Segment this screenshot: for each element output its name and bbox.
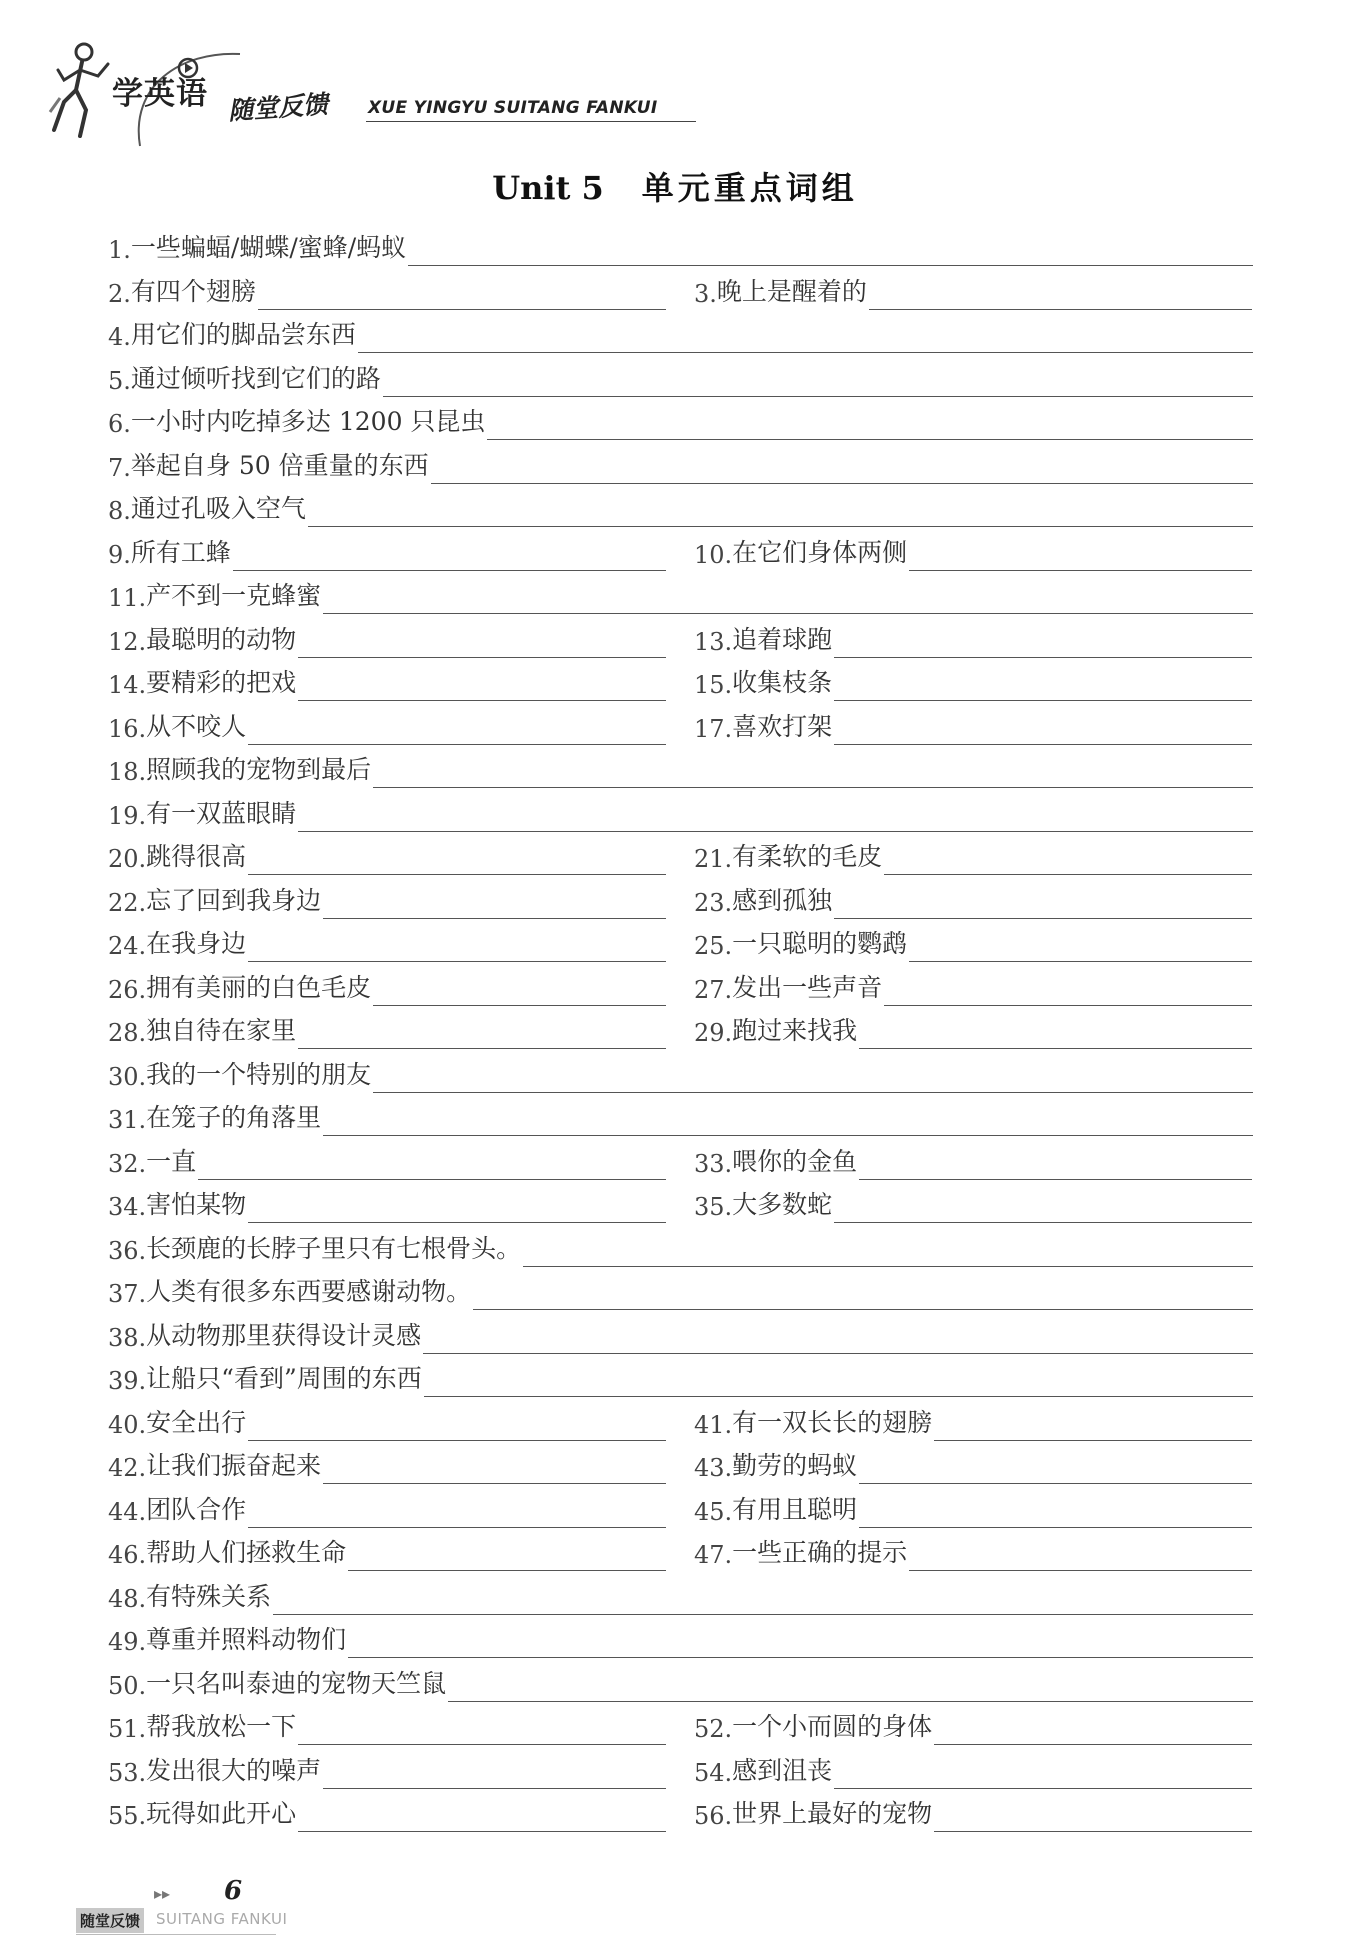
- phrase-row: [0, 1318, 1350, 1362]
- phrase-item: [694, 1187, 1252, 1223]
- answer-blank[interactable]: [859, 1149, 1252, 1180]
- phrase-row: [0, 1057, 1350, 1101]
- phrase-text: 发出一些声音: [732, 972, 883, 1002]
- phrase-text: 人类有很多东西要感谢动物。: [146, 1277, 472, 1306]
- phrase-item: [108, 535, 666, 571]
- answer-blank[interactable]: [248, 844, 666, 875]
- answer-blank[interactable]: [373, 975, 666, 1006]
- phrase-item: [694, 274, 1252, 310]
- phrase-text: 害怕某物: [146, 1190, 247, 1219]
- phrase-number: 44.: [108, 1497, 147, 1526]
- phrase-row: [0, 752, 1350, 796]
- phrase-item: [108, 1622, 1253, 1658]
- phrase-number: 5.: [108, 366, 131, 395]
- answer-blank[interactable]: [298, 670, 666, 701]
- phrase-text: 追着球跑: [732, 624, 833, 654]
- page-title: [0, 163, 1350, 209]
- phrase-text: 忘了回到我身边: [146, 885, 322, 915]
- phrase-number: 27.: [694, 975, 733, 1004]
- phrase-item: [694, 1448, 1252, 1484]
- phrase-row: [0, 926, 1350, 970]
- phrase-text: 长颈鹿的长脖子里只有七根骨头。: [146, 1233, 522, 1263]
- phrase-row: [0, 274, 1350, 318]
- answer-blank[interactable]: [448, 1671, 1253, 1702]
- phrase-row: [0, 883, 1350, 927]
- phrase-number: 26.: [108, 975, 147, 1004]
- phrase-item: [108, 926, 666, 962]
- answer-blank[interactable]: [308, 496, 1253, 527]
- phrase-item: [694, 665, 1252, 701]
- phrase-text: 收集枝条: [732, 668, 833, 697]
- phrase-text: 从动物那里获得设计灵感: [146, 1320, 422, 1350]
- phrase-number: 15.: [694, 671, 733, 699]
- answer-blank[interactable]: [909, 540, 1252, 571]
- answer-blank[interactable]: [373, 757, 1253, 788]
- phrase-row: [0, 1666, 1350, 1710]
- phrase-text: 勤劳的蚂蚁: [732, 1451, 858, 1480]
- answer-blank[interactable]: [523, 1236, 1253, 1267]
- phrase-item: [694, 1405, 1252, 1441]
- phrase-text: 在我身边: [146, 929, 247, 958]
- answer-blank[interactable]: [298, 801, 1253, 832]
- phrase-row: [0, 709, 1350, 753]
- phrase-number: 35.: [694, 1193, 733, 1221]
- phrase-item: [108, 1100, 1253, 1136]
- phrase-number: 21.: [694, 845, 733, 873]
- phrase-item: [108, 1666, 1253, 1702]
- phrase-number: 12.: [108, 627, 147, 656]
- phrase-row: [0, 1622, 1350, 1666]
- phrase-text: 让我们振奋起来: [146, 1451, 322, 1480]
- phrase-number: 14.: [108, 671, 147, 699]
- phrase-number: 37.: [108, 1280, 147, 1308]
- page-footer: [76, 1876, 376, 1936]
- phrase-text: 大多数蛇: [732, 1190, 833, 1219]
- phrase-item: [108, 839, 666, 875]
- answer-blank[interactable]: [233, 540, 666, 571]
- phrase-item: [108, 1448, 666, 1484]
- answer-blank[interactable]: [298, 1801, 666, 1832]
- phrase-text: 一只名叫泰迪的宠物天竺鼠: [146, 1668, 447, 1698]
- answer-blank[interactable]: [258, 279, 666, 310]
- phrase-item: [694, 839, 1252, 875]
- phrase-text: 举起自身 50 倍重量的东西: [130, 450, 429, 480]
- answer-blank[interactable]: [909, 1540, 1252, 1571]
- phrase-item: [694, 926, 1252, 962]
- phrase-item: [694, 1796, 1252, 1832]
- answer-blank[interactable]: [909, 931, 1252, 962]
- phrase-number: 22.: [108, 888, 147, 917]
- answer-blank[interactable]: [487, 409, 1253, 440]
- phrase-row: [0, 839, 1350, 883]
- phrase-item: [108, 1753, 666, 1789]
- answer-blank[interactable]: [248, 931, 666, 962]
- answer-blank[interactable]: [884, 975, 1252, 1006]
- phrase-text: 晚上是醒着的: [716, 276, 867, 306]
- phrase-number: 8.: [108, 497, 131, 525]
- phrase-item: [694, 883, 1252, 919]
- phrase-row: [0, 230, 1350, 274]
- phrase-number: 49.: [108, 1628, 147, 1656]
- phrase-number: 42.: [108, 1454, 147, 1482]
- phrase-number: 7.: [108, 453, 131, 482]
- answer-blank[interactable]: [834, 714, 1252, 745]
- phrase-text: 喜欢打架: [732, 711, 833, 741]
- phrase-number: 20.: [108, 845, 147, 873]
- phrase-text: 有四个翅膀: [130, 276, 256, 306]
- phrase-item: [108, 1579, 1253, 1615]
- phrase-item: [694, 535, 1252, 571]
- phrase-number: 40.: [108, 1410, 147, 1439]
- phrase-number: 3.: [694, 279, 717, 308]
- phrase-text: 喂你的金鱼: [732, 1146, 858, 1176]
- answer-blank[interactable]: [884, 844, 1252, 875]
- answer-blank[interactable]: [323, 1453, 666, 1484]
- phrase-text: 一只聪明的鹦鹉: [732, 929, 908, 958]
- phrase-text: 让船只“看到”周围的东西: [146, 1364, 422, 1393]
- phrase-number: 41.: [694, 1410, 733, 1439]
- answer-blank[interactable]: [834, 627, 1252, 658]
- phrase-item: [694, 1709, 1252, 1745]
- phrase-row: [0, 535, 1350, 579]
- answer-blank[interactable]: [859, 1018, 1252, 1049]
- phrase-number: 24.: [108, 932, 147, 960]
- answer-blank[interactable]: [869, 279, 1252, 310]
- answer-blank[interactable]: [323, 1758, 666, 1789]
- answer-blank[interactable]: [834, 888, 1252, 919]
- brand-title: 学英语: [112, 76, 208, 112]
- phrase-number: 51.: [108, 1715, 147, 1743]
- phrase-text: 通过孔吸入空气: [130, 494, 306, 523]
- phrase-item: [108, 578, 1253, 614]
- answer-blank[interactable]: [859, 1497, 1252, 1528]
- answer-blank[interactable]: [248, 1410, 666, 1441]
- phrase-number: 31.: [108, 1106, 147, 1134]
- phrase-text: 有用且聪明: [732, 1494, 858, 1524]
- arrow-right-icon: ▸▸: [154, 1884, 171, 1903]
- phrase-item: [694, 1753, 1252, 1789]
- phrase-text: 拥有美丽的白色毛皮: [146, 972, 372, 1002]
- phrase-number: 38.: [108, 1323, 147, 1352]
- phrase-row: [0, 665, 1350, 709]
- phrase-number: 2.: [108, 279, 131, 308]
- phrase-item: [108, 1492, 666, 1528]
- phrase-number: 45.: [694, 1497, 733, 1526]
- phrase-item: [108, 274, 666, 310]
- phrase-text: 在笼子的角落里: [146, 1103, 322, 1132]
- phrase-text: 跳得很高: [146, 842, 247, 871]
- phrase-text: 有一双长长的翅膀: [732, 1407, 933, 1437]
- phrase-text: 从不咬人: [146, 711, 247, 741]
- answer-blank[interactable]: [934, 1801, 1252, 1832]
- phrase-text: 照顾我的宠物到最后: [146, 755, 372, 784]
- phrase-text: 一些蝙蝠/蝴蝶/蜜蜂/蚂蚁: [130, 233, 407, 262]
- phrase-number: 50.: [108, 1671, 147, 1700]
- phrase-item: [694, 1492, 1252, 1528]
- page-header: [40, 28, 680, 138]
- phrase-number: 9.: [108, 540, 131, 569]
- phrase-text: 要精彩的把戏: [146, 668, 297, 697]
- phrase-item: [694, 1144, 1252, 1180]
- phrase-number: 43.: [694, 1454, 733, 1482]
- answer-blank[interactable]: [323, 583, 1253, 614]
- answer-blank[interactable]: [248, 714, 666, 745]
- answer-blank[interactable]: [273, 1584, 1253, 1615]
- phrase-item: [108, 317, 1253, 353]
- phrase-item: [694, 1013, 1252, 1049]
- phrase-text: 一些正确的提示: [732, 1538, 908, 1567]
- phrase-text: 发出很大的噪声: [146, 1755, 322, 1785]
- phrase-row: [0, 1100, 1350, 1144]
- phrase-number: 16.: [108, 714, 147, 743]
- phrase-text: 独自待在家里: [146, 1016, 297, 1045]
- phrase-number: 52.: [694, 1715, 733, 1743]
- phrase-number: 30.: [108, 1062, 147, 1091]
- phrase-item: [694, 709, 1252, 745]
- phrase-item: [108, 1535, 666, 1571]
- answer-blank[interactable]: [323, 1105, 1253, 1136]
- phrase-text: 有一双蓝眼睛: [146, 798, 297, 828]
- phrase-item: [108, 1187, 666, 1223]
- phrase-number: 23.: [694, 888, 733, 917]
- phrase-number: 13.: [694, 627, 733, 656]
- unit-heading: 单元重点词组: [641, 169, 858, 207]
- phrase-text: 玩得如此开心: [146, 1799, 297, 1828]
- phrase-row: [0, 1448, 1350, 1492]
- answer-blank[interactable]: [348, 1540, 666, 1571]
- answer-blank[interactable]: [408, 235, 1253, 266]
- phrase-text: 产不到一克蜂蜜: [146, 581, 322, 610]
- phrase-row: [0, 1013, 1350, 1057]
- phrase-number: 34.: [108, 1193, 147, 1221]
- phrase-row: [0, 1753, 1350, 1797]
- phrase-item: [108, 230, 1253, 266]
- phrase-number: 18.: [108, 758, 147, 786]
- runner-logo-icon: [46, 40, 116, 140]
- answer-blank[interactable]: [348, 1627, 1253, 1658]
- phrase-number: 48.: [108, 1584, 147, 1613]
- phrase-item: [108, 448, 1253, 484]
- phrase-text: 感到沮丧: [732, 1755, 833, 1785]
- phrase-number: 29.: [694, 1019, 733, 1047]
- phrase-text: 跑过来找我: [732, 1016, 858, 1045]
- phrase-row: [0, 622, 1350, 666]
- phrase-text: 有柔软的毛皮: [732, 842, 883, 871]
- answer-blank[interactable]: [834, 670, 1252, 701]
- phrase-row: [0, 1144, 1350, 1188]
- phrase-number: 47.: [694, 1541, 733, 1569]
- phrase-number: 19.: [108, 801, 147, 830]
- phrase-row: [0, 448, 1350, 492]
- phrase-row: [0, 1274, 1350, 1318]
- answer-blank[interactable]: [423, 1323, 1253, 1354]
- answer-blank[interactable]: [298, 627, 666, 658]
- answer-blank[interactable]: [248, 1497, 666, 1528]
- phrase-item: [108, 709, 666, 745]
- phrase-item: [108, 404, 1253, 440]
- phrase-row: [0, 1492, 1350, 1536]
- phrase-row: [0, 970, 1350, 1014]
- phrase-row: [0, 1796, 1350, 1840]
- phrase-row: [0, 1405, 1350, 1449]
- answer-blank[interactable]: [248, 1192, 666, 1223]
- phrase-item: [108, 1796, 666, 1832]
- unit-label: Unit 5: [492, 169, 604, 207]
- phrase-text: 团队合作: [146, 1494, 247, 1524]
- phrase-row: [0, 1231, 1350, 1275]
- answer-blank[interactable]: [298, 1018, 666, 1049]
- phrase-item: [108, 1709, 666, 1745]
- phrase-row: [0, 1709, 1350, 1753]
- phrase-text: 用它们的脚品尝东西: [130, 320, 356, 349]
- answer-blank[interactable]: [834, 1192, 1252, 1223]
- phrase-item: [108, 1361, 1253, 1397]
- phrase-item: [108, 1231, 1253, 1267]
- phrase-row: [0, 361, 1350, 405]
- phrase-text: 尊重并照料动物们: [146, 1625, 347, 1654]
- phrase-text: 通过倾听找到它们的路: [130, 363, 381, 393]
- answer-blank[interactable]: [934, 1714, 1252, 1745]
- phrase-number: 53.: [108, 1758, 147, 1787]
- phrase-item: [694, 1535, 1252, 1571]
- footer-pinyin: SUITANG FANKUI: [156, 1910, 288, 1928]
- phrase-item: [108, 1405, 666, 1441]
- phrase-row: [0, 1361, 1350, 1405]
- phrase-number: 28.: [108, 1019, 147, 1047]
- phrase-number: 46.: [108, 1541, 147, 1569]
- phrase-row: [0, 1535, 1350, 1579]
- phrase-number: 56.: [694, 1802, 733, 1830]
- phrase-item: [108, 1274, 1253, 1310]
- phrase-text: 一个小而圆的身体: [732, 1712, 933, 1741]
- answer-blank[interactable]: [431, 453, 1253, 484]
- phrase-item: [694, 622, 1252, 658]
- phrase-number: 54.: [694, 1758, 733, 1787]
- answer-blank[interactable]: [298, 1714, 666, 1745]
- phrase-row: [0, 578, 1350, 622]
- phrase-item: [108, 665, 666, 701]
- answer-blank[interactable]: [859, 1453, 1252, 1484]
- phrase-number: 10.: [694, 540, 733, 569]
- phrase-row: [0, 796, 1350, 840]
- phrase-text: 在它们身体两侧: [732, 537, 908, 567]
- answer-blank[interactable]: [473, 1279, 1253, 1310]
- phrase-text: 安全出行: [146, 1407, 247, 1437]
- phrase-number: 1.: [108, 236, 131, 264]
- phrase-number: 36.: [108, 1236, 147, 1265]
- brand-subtitle: 随堂反馈: [227, 89, 330, 126]
- phrase-row: [0, 1187, 1350, 1231]
- phrase-item: [108, 752, 1253, 788]
- phrase-number: 32.: [108, 1149, 147, 1178]
- phrase-text: 感到孤独: [732, 885, 833, 915]
- phrase-number: 25.: [694, 932, 733, 960]
- phrase-row: [0, 1579, 1350, 1623]
- answer-blank[interactable]: [373, 1062, 1253, 1093]
- phrase-text: 帮我放松一下: [146, 1712, 297, 1741]
- phrase-number: 4.: [108, 323, 131, 351]
- phrase-text: 一小时内吃掉多达 1200 只昆虫: [130, 407, 486, 436]
- phrase-row: [0, 404, 1350, 448]
- phrase-row: [0, 317, 1350, 361]
- brand-pinyin: XUE YINGYU SUITANG FANKUI: [368, 98, 658, 118]
- answer-blank[interactable]: [198, 1149, 666, 1180]
- answer-blank[interactable]: [383, 366, 1253, 397]
- phrase-item: [108, 883, 666, 919]
- answer-blank[interactable]: [424, 1366, 1253, 1397]
- phrase-item: [108, 796, 1253, 832]
- phrase-number: 17.: [694, 714, 733, 743]
- footer-divider: [76, 1934, 276, 1935]
- page-number: 6: [224, 1876, 243, 1906]
- phrase-row: [0, 491, 1350, 535]
- phrase-item: [108, 1057, 1253, 1093]
- phrase-item: [108, 622, 666, 658]
- answer-blank[interactable]: [358, 322, 1253, 353]
- phrase-number: 55.: [108, 1802, 147, 1830]
- phrase-text: 一直: [146, 1146, 197, 1176]
- phrase-text: 有特殊关系: [146, 1581, 272, 1611]
- phrase-text: 世界上最好的宠物: [732, 1799, 933, 1828]
- phrase-text: 最聪明的动物: [146, 624, 297, 654]
- footer-tag: 随堂反馈: [76, 1908, 144, 1933]
- phrase-number: 6.: [108, 410, 131, 438]
- phrase-text: 帮助人们拯救生命: [146, 1538, 347, 1567]
- phrase-item: [108, 361, 1253, 397]
- phrase-text: 我的一个特别的朋友: [146, 1059, 372, 1089]
- answer-blank[interactable]: [934, 1410, 1252, 1441]
- brand-underline: [366, 121, 696, 122]
- phrase-item: [108, 1144, 666, 1180]
- answer-blank[interactable]: [834, 1758, 1252, 1789]
- phrase-item: [108, 1318, 1253, 1354]
- phrase-item: [108, 970, 666, 1006]
- phrase-text: 所有工蜂: [130, 537, 231, 567]
- phrase-number: 39.: [108, 1367, 147, 1395]
- phrase-item: [108, 1013, 666, 1049]
- phrase-number: 33.: [694, 1149, 733, 1178]
- phrase-item: [694, 970, 1252, 1006]
- phrase-item: [108, 491, 1253, 527]
- answer-blank[interactable]: [323, 888, 666, 919]
- phrase-number: 11.: [108, 584, 147, 612]
